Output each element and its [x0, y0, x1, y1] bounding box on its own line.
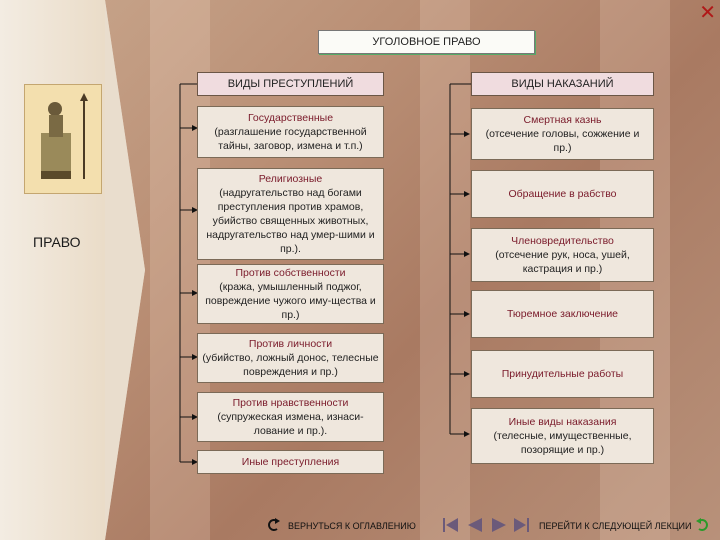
crime-desc: Иные преступления: [241, 456, 340, 468]
back-to-contents-link[interactable]: ВЕРНУТЬСЯ К ОГЛАВЛЕНИЮ: [288, 521, 416, 531]
next-lecture-link[interactable]: ПЕРЕЙТИ К СЛЕДУЮЩЕЙ ЛЕКЦИИ: [539, 521, 692, 531]
crime-title: Против собственности: [235, 267, 346, 279]
crime-desc: (разглашение государственной тайны, заговор, измена и т.п.): [214, 126, 367, 152]
crime-box-religious: [197, 168, 384, 260]
crime-box-other: [197, 450, 384, 474]
punishment-box-slavery: [471, 170, 654, 218]
crimes-header: ВИДЫ ПРЕСТУПЛЕНИЙ: [197, 72, 384, 96]
punishment-title: Членовредительство: [511, 235, 614, 247]
punishments-header: ВИДЫ НАКАЗАНИЙ: [471, 72, 654, 96]
first-slide-icon[interactable]: [440, 516, 462, 534]
crime-title: Государственные: [247, 112, 334, 124]
punishment-box-forced-labor: [471, 350, 654, 398]
close-icon[interactable]: ✕: [699, 0, 716, 24]
punishment-box-death: [471, 108, 654, 160]
crime-title: Против личности: [248, 338, 333, 350]
punishment-desc: (отсечение головы, сожжение и пр.): [485, 128, 640, 154]
crime-box-morality: [197, 392, 384, 442]
punishment-title: Иные виды наказания: [508, 416, 617, 428]
last-slide-icon[interactable]: [510, 516, 532, 534]
punishment-box-mutilation: [471, 228, 654, 282]
crime-desc: (надругательство над богами преступления против храмов, убийство священных животных, надругательство над умер-шими и пр.).: [206, 187, 375, 255]
page-title: УГОЛОВНОЕ ПРАВО: [318, 30, 535, 54]
return-icon[interactable]: [262, 516, 284, 534]
crime-desc: (кража, умышленный поджог, повреждение чужого иму-щества и пр.): [205, 281, 376, 321]
punishment-title: Тюремное заключение: [506, 308, 619, 320]
punishment-title: Смертная казнь: [523, 114, 602, 126]
punishment-desc: (телесные, имущественные, позорящие и пр.): [493, 430, 632, 456]
punishment-title: Принудительные работы: [501, 368, 624, 380]
punishment-desc: (отсечение рук, носа, ушей, кастрация и пр.): [495, 249, 630, 275]
crime-box-property: [197, 264, 384, 324]
crime-box-person: [197, 333, 384, 383]
next-lecture-icon[interactable]: [692, 516, 714, 534]
prev-slide-icon[interactable]: [464, 516, 486, 534]
crime-title: Религиозные: [258, 173, 323, 185]
punishment-title: Обращение в рабство: [508, 188, 617, 200]
punishment-box-prison: [471, 290, 654, 338]
crime-desc: (супружеская измена, изнаси-лование и пр.).: [217, 411, 364, 437]
crime-desc: (убийство, ложный донос, телесные повреждения и пр.): [202, 352, 379, 378]
pravo-label: ПРАВО: [33, 234, 81, 250]
crime-box-state: [197, 106, 384, 158]
punishment-box-other: [471, 408, 654, 464]
crime-title: Против нравственности: [232, 397, 349, 409]
next-slide-icon[interactable]: [488, 516, 510, 534]
